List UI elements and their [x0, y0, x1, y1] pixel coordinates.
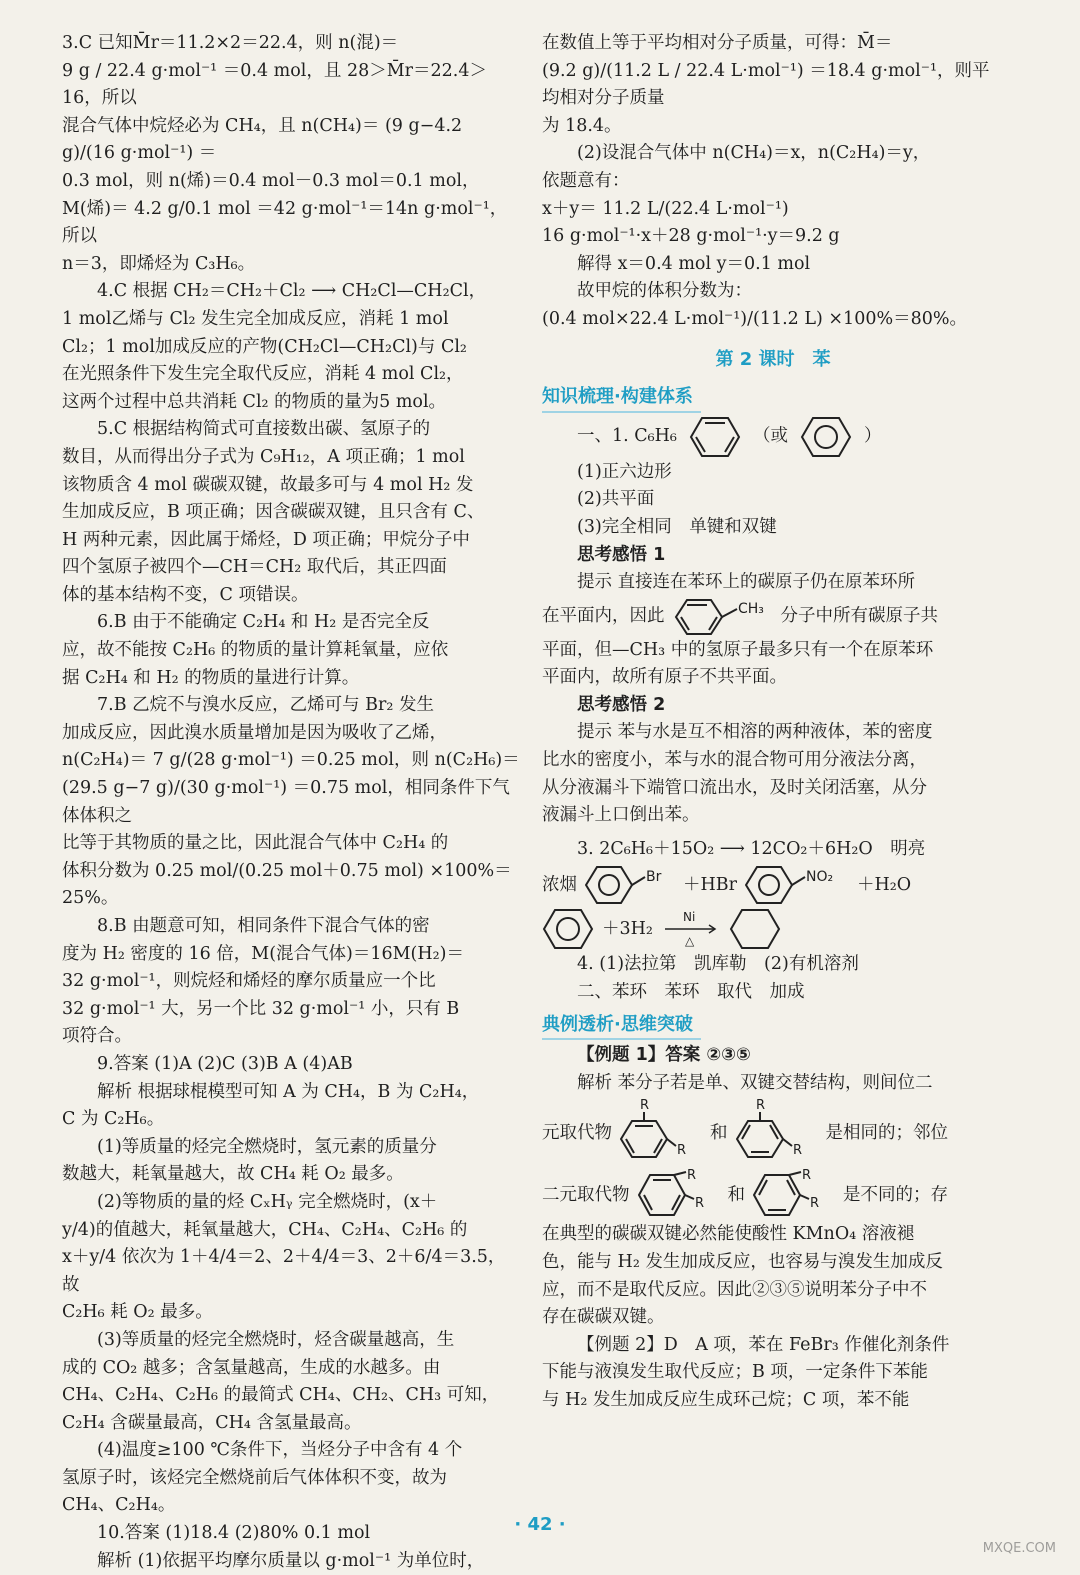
- ni-label: Ni: [682, 910, 696, 925]
- example-1-title: 【例题 1】答案 ②③⑤: [577, 1045, 751, 1066]
- example-1-line: 是相同的；邻位: [825, 1122, 948, 1143]
- think2-line: 从分液漏斗下端管口流出水，及时关闭活塞，从分: [542, 777, 927, 798]
- no2-label: NO₂: [806, 869, 834, 886]
- answer-4-line: 1 mol乙烯与 Cl₂ 发生完全加成反应，消耗 1 mol: [62, 308, 449, 329]
- structure-item: (3)完全相同 单键和双键: [577, 516, 777, 537]
- r-label: R: [792, 1143, 802, 1159]
- answer-3-line: 混合气体中烷烃必为 CH₄，且 n(CH₄)＝ (9 g−4.2 g)/(16 g·mol⁻¹) ＝: [62, 115, 463, 164]
- r-label: R: [810, 1196, 820, 1212]
- plus-h2-label: ＋3H₂: [602, 918, 653, 939]
- think2-line: 液漏斗上口倒出苯。: [542, 805, 700, 826]
- answer-8-line: 度为 H₂ 密度的 16 倍，M(混合气体)＝16M(H₂)＝: [62, 943, 464, 964]
- solution-line: 故甲烷的体积分数为：: [577, 281, 752, 302]
- answer-4-line: 这两个过程中总共消耗 Cl₂ 的物质的量为5 mol。: [62, 391, 447, 412]
- think1-line: 在平面内，因此: [542, 605, 665, 626]
- think2-line: 提示 苯与水是互不相溶的两种液体，苯的密度: [577, 722, 933, 743]
- answer-10-line: 解析 (1)依据平均摩尔质量以 g·mol⁻¹ 为单位时，: [97, 1550, 485, 1571]
- answer-7-line: 体积分数为 0.25 mol/(0.25 mol＋0.75 mol) ×100%＝25%。: [62, 860, 512, 909]
- example-2-line: 下能与液溴发生取代反应；B 项，一定条件下苯能: [542, 1362, 928, 1383]
- smoke-label: 浓烟: [542, 874, 577, 895]
- answer-3-line: n＝3，即烯烃为 C₃H₆。: [62, 253, 256, 274]
- answer-9-line: C₂H₄ 含碳量最高，CH₄ 含氢量最高。: [62, 1412, 362, 1433]
- answer-4-line: 在光照条件下发生完全取代反应，消耗 4 mol Cl₂，: [62, 364, 464, 385]
- answer-9-line: (3)等质量的烃完全燃烧时，烃含碳量越高，生: [97, 1329, 455, 1350]
- r-label: R: [694, 1196, 704, 1212]
- toluene-row: [542, 597, 1004, 637]
- answer-7-line: (29.5 g−7 g)/(30 g·mol⁻¹) ＝0.75 mol，相同条件下气体体积之: [62, 778, 510, 826]
- think1-title: 思考感悟 1: [577, 544, 666, 565]
- example-1-line: 二元取代物: [542, 1184, 630, 1205]
- solution-line: 解得 x＝0.4 mol y＝0.1 mol: [577, 253, 811, 274]
- answer-9-line: 9.答案 (1)A (2)C (3)B A (4)AB: [97, 1053, 353, 1074]
- r-label: R: [686, 1169, 696, 1184]
- answer-3-line: 9 g / 22.4 g·mol⁻¹ ＝0.4 mol，且 28＞M̄r＝22.4＞16，所以: [62, 60, 487, 109]
- equation-system-line: 16 g·mol⁻¹·x＋28 g·mol⁻¹·y＝9.2 g: [542, 226, 840, 247]
- example-1-line: 是不同的；存: [843, 1184, 948, 1205]
- answer-5-line: 体的基本结构不变，C 项错误。: [62, 584, 309, 605]
- answer-8-line: 32 g·mol⁻¹，则烷烃和烯烃的摩尔质量应一个比: [62, 971, 436, 992]
- hbr-label: ＋HBr: [683, 874, 737, 895]
- meta-disubstituted-kekule-icon: [620, 1097, 702, 1169]
- nitrobenzene-structure-icon: [745, 863, 849, 907]
- right-column: [542, 30, 1004, 1415]
- meta-substituted-row: [542, 1097, 1004, 1169]
- structure-item: (1)正六边形: [577, 461, 672, 482]
- answer-10-cont-line: 依题意有：: [542, 170, 630, 191]
- answer-9-line: (4)温度≥100 ℃条件下，当烃分子中含有 4 个: [97, 1440, 463, 1461]
- answer-3-line: M(烯)＝ 4.2 g/0.1 mol ＝42 g·mol⁻¹＝14n g·mol⁻¹，所以: [62, 198, 508, 247]
- think2-line: 比水的密度小，苯与水的混合物可用分液法分离，: [542, 750, 927, 771]
- example-1-line: 和: [727, 1184, 745, 1205]
- answer-7-line: 加成反应，因此溴水质量增加是因为吸收了乙烯，: [62, 722, 447, 743]
- reaction-arrow-icon: [661, 907, 721, 951]
- heat-label: △: [684, 934, 695, 949]
- answer-6-line: 应，故不能按 C₂H₆ 的物质的量计算耗氧量，应依: [62, 640, 449, 661]
- answer-10-cont-line: 在数值上等于平均相对分子质量，可得：M̄＝: [542, 33, 893, 53]
- answer-5-line: 生加成反应，B 项正确；因含碳碳双键，且只含有 C、: [62, 502, 485, 523]
- answer-8-line: 8.B 由题意可知，相同条件下混合气体的密: [97, 916, 430, 936]
- think1-line: 平面，但—CH₃ 中的氢原子最多只有一个在原苯环: [542, 639, 934, 660]
- cyclohexane-ring-icon: [729, 907, 781, 951]
- answer-8-line: 项符合。: [62, 1026, 132, 1047]
- hydrogenation-row: [542, 907, 1004, 951]
- answer-10-cont-line: (2)设混合气体中 n(CH₄)＝x，n(C₂H₄)＝y，: [577, 143, 931, 164]
- left-column: [62, 30, 520, 1575]
- benzene-formula-row: [542, 415, 1004, 459]
- answer-10-cont-line: (9.2 g)/(11.2 L / 22.4 L·mol⁻¹) ＝18.4 g·mol⁻¹，则平均相对分子质量: [542, 60, 990, 109]
- answer-5-line: 5.C 根据结构简式可直接数出碳、氢原子的: [97, 419, 431, 440]
- ortho-disubstituted-kekule-alt-icon: [753, 1169, 835, 1221]
- example-1-line: 在典型的碳碳双键必然能使酸性 KMnO₄ 溶液褪: [542, 1224, 915, 1245]
- equation-system-line: x＋y＝ 11.2 L/(22.4 L·mol⁻¹): [542, 198, 789, 219]
- r-label: R: [755, 1098, 765, 1114]
- benzene-formula: 一、1. C₆H₆: [577, 425, 677, 446]
- example-2-line: 与 H₂ 发生加成反应生成环己烷；C 项，苯不能: [542, 1389, 910, 1410]
- benzene-kekule-icon: [689, 415, 741, 459]
- answer-6-line: 据 C₂H₄ 和 H₂ 的物质的量进行计算。: [62, 667, 360, 688]
- example-2-line: 【例题 2】D A 项，苯在 FeBr₃ 作催化剂条件: [577, 1334, 950, 1355]
- answer-6-line: 6.B 由于不能确定 C₂H₄ 和 H₂ 是否完全反: [97, 612, 430, 633]
- answer-5-line: H 两种元素，因此属于烯烃，D 项正确；甲烷分子中: [62, 529, 470, 550]
- answer-4-line: Cl₂；1 mol加成反应的产物(CH₂Cl—CH₂Cl)与 Cl₂: [62, 336, 467, 357]
- answer-5-line: 四个氢原子被四个—CH＝CH₂ 取代后，其正四面: [62, 557, 447, 578]
- answer-7-line: 7.B 乙烷不与溴水反应，乙烯可与 Br₂ 发生: [97, 695, 434, 716]
- answer-9-line: C 为 C₂H₆。: [62, 1109, 165, 1130]
- meta-disubstituted-kekule-alt-icon: [736, 1097, 818, 1169]
- answer-4-line: 4.C 根据 CH₂＝CH₂＋Cl₂ ⟶ CH₂Cl—CH₂Cl，: [97, 281, 487, 302]
- answer-9-line: 解析 根据球棍模型可知 A 为 CH₄，B 为 C₂H₄，: [97, 1081, 480, 1102]
- think1-line: 平面内，故所有原子不共平面。: [542, 667, 787, 688]
- lesson-title: 第 2 课时 苯: [715, 348, 831, 370]
- r-label: R: [640, 1098, 650, 1114]
- answer-9-line: (1)等质量的烃完全燃烧时，氢元素的质量分: [97, 1136, 437, 1157]
- r-label: R: [802, 1169, 812, 1184]
- item-two: 二、苯环 苯环 取代 加成: [577, 982, 805, 1003]
- answer-9-line: (2)等物质的量的烃 CₓHᵧ 完全燃烧时，(x＋: [97, 1191, 438, 1212]
- ortho-disubstituted-kekule-icon: [638, 1169, 720, 1221]
- answer-9-line: C₂H₆ 耗 O₂ 最多。: [62, 1302, 213, 1323]
- example-1-line: 色，能与 H₂ 发生加成反应，也容易与溴发生加成反: [542, 1252, 943, 1272]
- answer-5-line: 数目，从而得出分子式为 C₉H₁₂，A 项正确；1 mol: [62, 446, 465, 467]
- or-label: （或: [752, 425, 788, 446]
- item-4: 4. (1)法拉第 凯库勒 (2)有机溶剂: [577, 954, 859, 975]
- ch3-label: CH₃: [737, 600, 764, 617]
- example-1-line: 元取代物: [542, 1122, 612, 1143]
- section-heading-knowledge: 知识梳理·构建体系: [542, 383, 701, 413]
- section-heading-examples: 典例透析·思维突破: [542, 1011, 701, 1041]
- substitution-row: [542, 863, 1004, 907]
- h2o-label: ＋H₂O: [857, 874, 912, 895]
- think1-line: 提示 直接连在苯环上的碳原子仍在原苯环所: [577, 572, 916, 593]
- ortho-substituted-row: [542, 1169, 1004, 1221]
- answer-7-line: n(C₂H₄)＝ 7 g/(28 g·mol⁻¹) ＝0.25 mol，则 n(C₂H₆)＝: [62, 750, 520, 771]
- answer-9-line: CH₄、C₂H₄。: [62, 1495, 176, 1516]
- example-1-line: 存在碳碳双键。: [542, 1307, 665, 1328]
- page-number: · 42 ·: [514, 1514, 566, 1535]
- answer-10-cont-line: 为 18.4。: [542, 115, 622, 136]
- answer-3-line: 0.3 mol，则 n(烯)＝0.4 mol－0.3 mol＝0.1 mol，: [62, 170, 480, 191]
- answer-3-line: 3.C 已知M̄r＝11.2×2＝22.4，则 n(混)＝: [62, 33, 399, 53]
- benzene-circle-icon: [800, 415, 852, 459]
- combustion-equation: 3. 2C₆H₆＋15O₂ ⟶ 12CO₂＋6H₂O 明亮: [577, 838, 926, 859]
- answer-9-line: 数越大，耗氧量越大，故 CH₄ 耗 O₂ 最多。: [62, 1164, 404, 1185]
- answer-9-line: y/4)的值越大，耗氧量越大，CH₄、C₂H₄、C₂H₆ 的: [62, 1219, 468, 1240]
- answer-8-line: 32 g·mol⁻¹ 大，另一个比 32 g·mol⁻¹ 小，只有 B: [62, 998, 460, 1019]
- close-paren: ）: [863, 425, 882, 446]
- answer-9-line: 氢原子时，该烃完全燃烧前后气体体积不变，故为: [62, 1467, 447, 1488]
- answer-9-line: x＋y/4 依次为 1＋4/4＝2、2＋4/4＝3、2＋6/4＝3.5，故: [62, 1247, 506, 1295]
- answer-5-line: 该物质含 4 mol 碳碳双键，故最多可与 4 mol H₂ 发: [62, 474, 474, 495]
- structure-item: (2)共平面: [577, 489, 655, 510]
- answer-9-line: CH₄、C₂H₄、C₂H₆ 的最简式 CH₄、CH₂、CH₃ 可知，: [62, 1385, 500, 1406]
- answer-9-line: 成的 CO₂ 越多；含氢量越高，生成的水越多。由: [62, 1357, 441, 1378]
- benzene-ring-icon: [542, 907, 594, 951]
- bromobenzene-structure-icon: [585, 863, 675, 907]
- toluene-structure-icon: [673, 597, 773, 637]
- think1-line: 分子中所有碳原子共: [780, 605, 938, 626]
- example-1-line: 解析 苯分子若是单、双键交替结构，则间位二: [577, 1072, 933, 1093]
- answer-7-line: 比等于其物质的量之比，因此混合气体中 C₂H₄ 的: [62, 833, 449, 854]
- r-label: R: [677, 1143, 687, 1159]
- br-label: Br: [646, 869, 662, 886]
- example-1-line: 和: [710, 1122, 728, 1143]
- watermark-logo: MXQE.COM: [982, 1541, 1056, 1556]
- answer-10-line: 10.答案 (1)18.4 (2)80% 0.1 mol: [97, 1523, 371, 1544]
- think2-title: 思考感悟 2: [577, 694, 666, 715]
- example-1-line: 应，而不是取代反应。因此②③⑤说明苯分子中不: [542, 1279, 927, 1300]
- solution-line: (0.4 mol×22.4 L·mol⁻¹)/(11.2 L) ×100%＝80%。: [542, 308, 967, 329]
